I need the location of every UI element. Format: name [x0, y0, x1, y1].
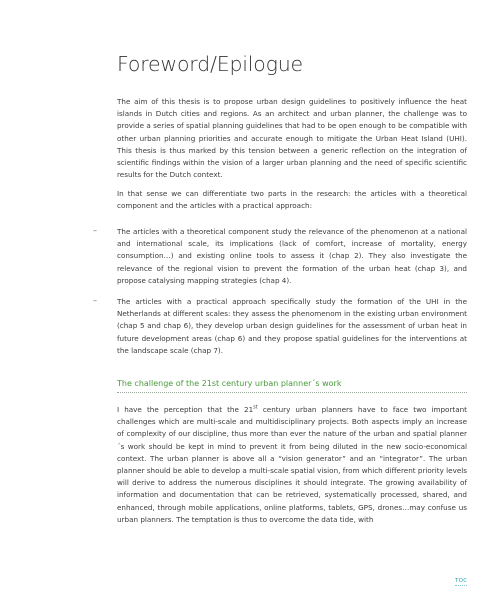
section-body [117, 404, 467, 526]
section-body-rest: century urban planners have to face two important challenges which are multi-scale and multidisciplinary projects. Both aspects imply an increase of complexity of our discipline, thus more than ever the nature of the urban and spatial planner´s work should be kept in mind to prevent it from being diluted in the new socio-economical context. The urban planner is above all a “vision generator” and an “integrator”. The urban planner should be able to develop a multi-scale spatial vision, from which different priority levels will derive to address the numerous disciplines it should integrate. The growing availability of information and documentation that can be retrieved, systematically processed, shared, and enhanced, through mobile applications, online platforms, tablets, GPS, drones…may confuse us urban planners. The temptation is thus to overcome the data tide, with [117, 405, 467, 524]
section-body-start: I have the perception that the 21 [117, 405, 254, 414]
practical-bullet-text: The articles with a practical approach specifically study the formation of the UHI in the Netherlands at different scales: they assess the phenomenom in the existing urban environment (chap 5 and chap 6), they develop urban design guidelines for the assessment of urban heat in future development areas (chap 6) and they propose spatial guidelines for the interventions at the landscape scale (chap 7). [117, 297, 467, 355]
section-heading: The challenge of the 21st century urban planner´s work [117, 379, 467, 393]
toc-link[interactable]: TOC [455, 578, 468, 584]
parts-paragraph: In that sense we can differentiate two parts in the research: the articles with a theoretical component and the articles with a practical approach: [117, 189, 467, 211]
superscript: st [253, 404, 258, 411]
page-title: Foreword/Epilogue [117, 52, 303, 76]
intro-paragraph: The aim of this thesis is to propose urban design guidelines to positively influence the heat islands in Dutch cities and regions. As an architect and urban planner, the challenge was to provide a series of spatial planning guidelines that had to be open enough to be compatible with other urban planning priorities and accurate enough to mitigate the Urban Heat Island (UHI). This thesis is thus marked by this tension between a generic reflection on the integration of scientific findings within the vision of a larger urban planning and the need of specific scientific results for the Dutch context. [117, 97, 467, 180]
bullet-dash: – [93, 226, 97, 235]
bullet-dash: – [93, 296, 97, 305]
theoretical-bullet-text: The articles with a theoretical component study the relevance of the phenomenon at a national and international scale, its implications (lack of comfort, increase of mortality, energy consumption…) and existing online tools to assess it (chap 2). They also investigate the relevance of the regional vision to prevent the formation of the urban heat (chap 3), and propose catalysing mapping strategies (chap 4). [117, 227, 467, 285]
